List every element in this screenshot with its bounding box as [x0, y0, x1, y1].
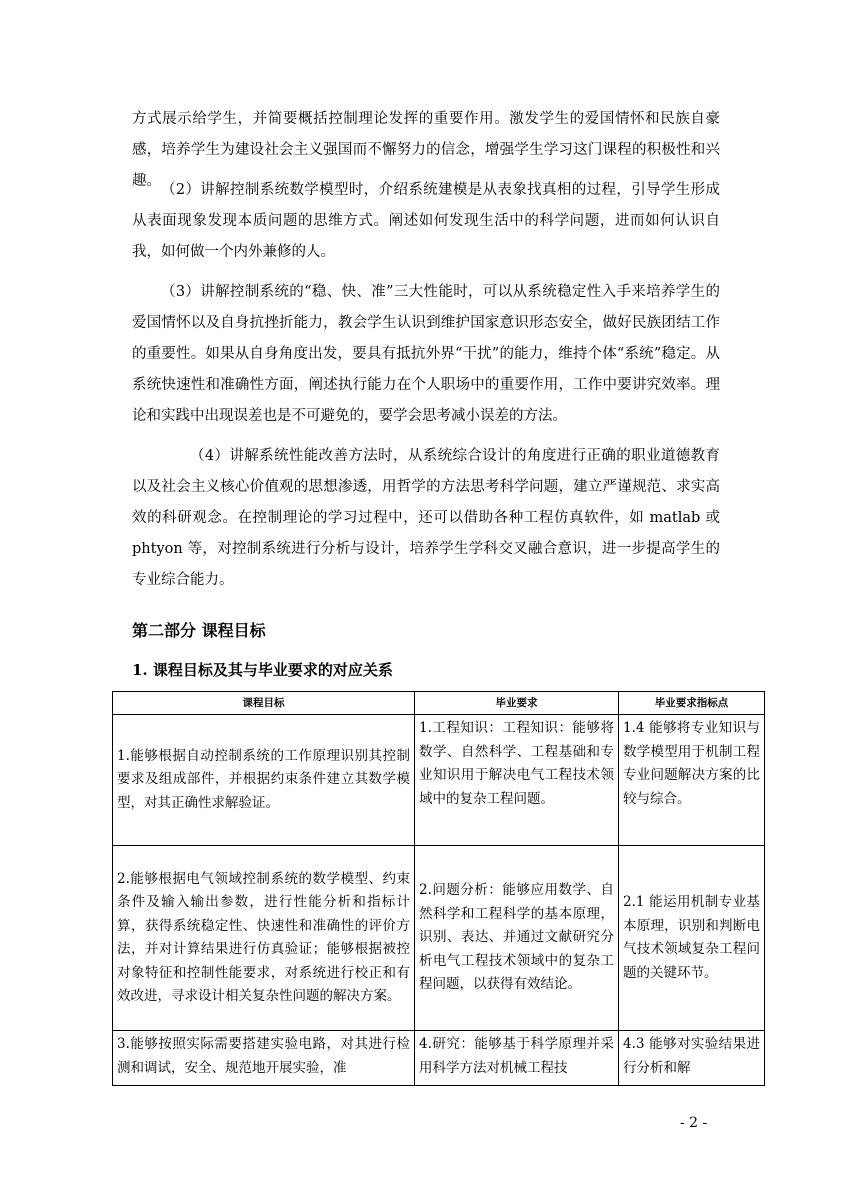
table-cell: 3.能够按照实际需要搭建实验电路，对其进行检测和调试，安全、规范地开展实验，准 — [113, 1031, 415, 1086]
paragraph-intro-continued: 方式展示给学生，并简要概括控制理论发挥的重要作用。激发学生的爱国情怀和民族自豪感，培养学生为建设社会主义强国而不懈努力的信念，增强学生学习这门课程的积极性和兴趣。 — [132, 111, 720, 189]
table-row — [113, 1031, 765, 1086]
course-objectives-table — [112, 691, 765, 1086]
paragraph-item-3: （3）讲解控制系统的“稳、快、准”三大性能时，可以从系统稳定性入手来培养学生的爱国情怀以及自身抗挫折能力，教会学生认识到维护国家意识形态安全，做好民族团结工作的重要性。如果从自身角度出发，要具有抵抗外界“干扰”的能力，维持个体“系统”稳定。从系统快速性和准确性方面，阐述执行能力在个人职场中的重要作用，工作中要讲究效率。理论和实践中出现误差也是不可避免的，要学会思考减小误差的方法。 — [132, 284, 720, 424]
table-cell: 1.工程知识：工程知识：能够将数学、自然科学、工程基础和专业知识用于解决电气工程技术领域中的复杂工程问题。 — [415, 715, 619, 846]
paragraph-item-2: （2）讲解控制系统数学模型时，介绍系统建模是从表象找真相的过程，引导学生形成从表面现象发现本质问题的思维方式。阐述如何发现生活中的科学问题，进而如何认识自我，如何做一个内外兼修的人。 — [132, 182, 720, 260]
table-cell: 1.能够根据自动控制系统的工作原理识别其控制要求及组成部件，并根据约束条件建立其数学模型，对其正确性求解验证。 — [113, 715, 415, 846]
header-indicator-point: 毕业要求指标点 — [619, 692, 765, 715]
subsection-title: 1. 课程目标及其与毕业要求的对应关系 — [132, 661, 393, 679]
table-cell: 1.4 能够将专业知识与数学模型用于机制工程专业问题解决方案的比较与综合。 — [619, 715, 765, 846]
table-row — [113, 715, 765, 846]
page-number: - 2 - — [680, 1115, 708, 1131]
table-cell: 2.能够根据电气领域控制系统的数学模型、约束条件及输入输出参数，进行性能分析和指标计算，获得系统稳定性、快速性和准确性的评价方法，并对计算结果进行仿真验证；能够根据被控对象特征和控制性能要求，对系统进行校正和有效改进，寻求设计相关复杂性问题的解决方案。 — [113, 846, 415, 1031]
section-title: 第二部分 课程目标 — [132, 621, 266, 640]
paragraph-item-4: （4）讲解系统性能改善方法时，从系统综合设计的角度进行正确的职业道德教育以及社会主义核心价值观的思想渗透，用哲学的方法思考科学问题，建立严谨规范、求实高效的科研观念。在控制理论的学习过程中，还可以借助各种工程仿真软件，如 matlab 或 phtyon 等，对控制系统进行分析与设计，培养学生学科交叉融合意识，进一步提高学生的专业综合能力。 — [132, 448, 720, 588]
table-cell: 2.问题分析：能够应用数学、自然科学和工程科学的基本原理，识别、表达、并通过文献研究分析电气工程技术领域中的复杂工程问题，以获得有效结论。 — [415, 846, 619, 1031]
table-cell: 2.1 能运用机制专业基本原理，识别和判断电气技术领域复杂工程问题的关键环节。 — [619, 846, 765, 1031]
table-cell: 4.3 能够对实验结果进行分析和解 — [619, 1031, 765, 1086]
table-row — [113, 846, 765, 1031]
header-graduation-requirement: 毕业要求 — [415, 692, 619, 715]
table-cell: 4.研究：能够基于科学原理并采用科学方法对机械工程技 — [415, 1031, 619, 1086]
header-course-objective: 课程目标 — [113, 692, 415, 715]
table-header-row — [113, 692, 765, 715]
